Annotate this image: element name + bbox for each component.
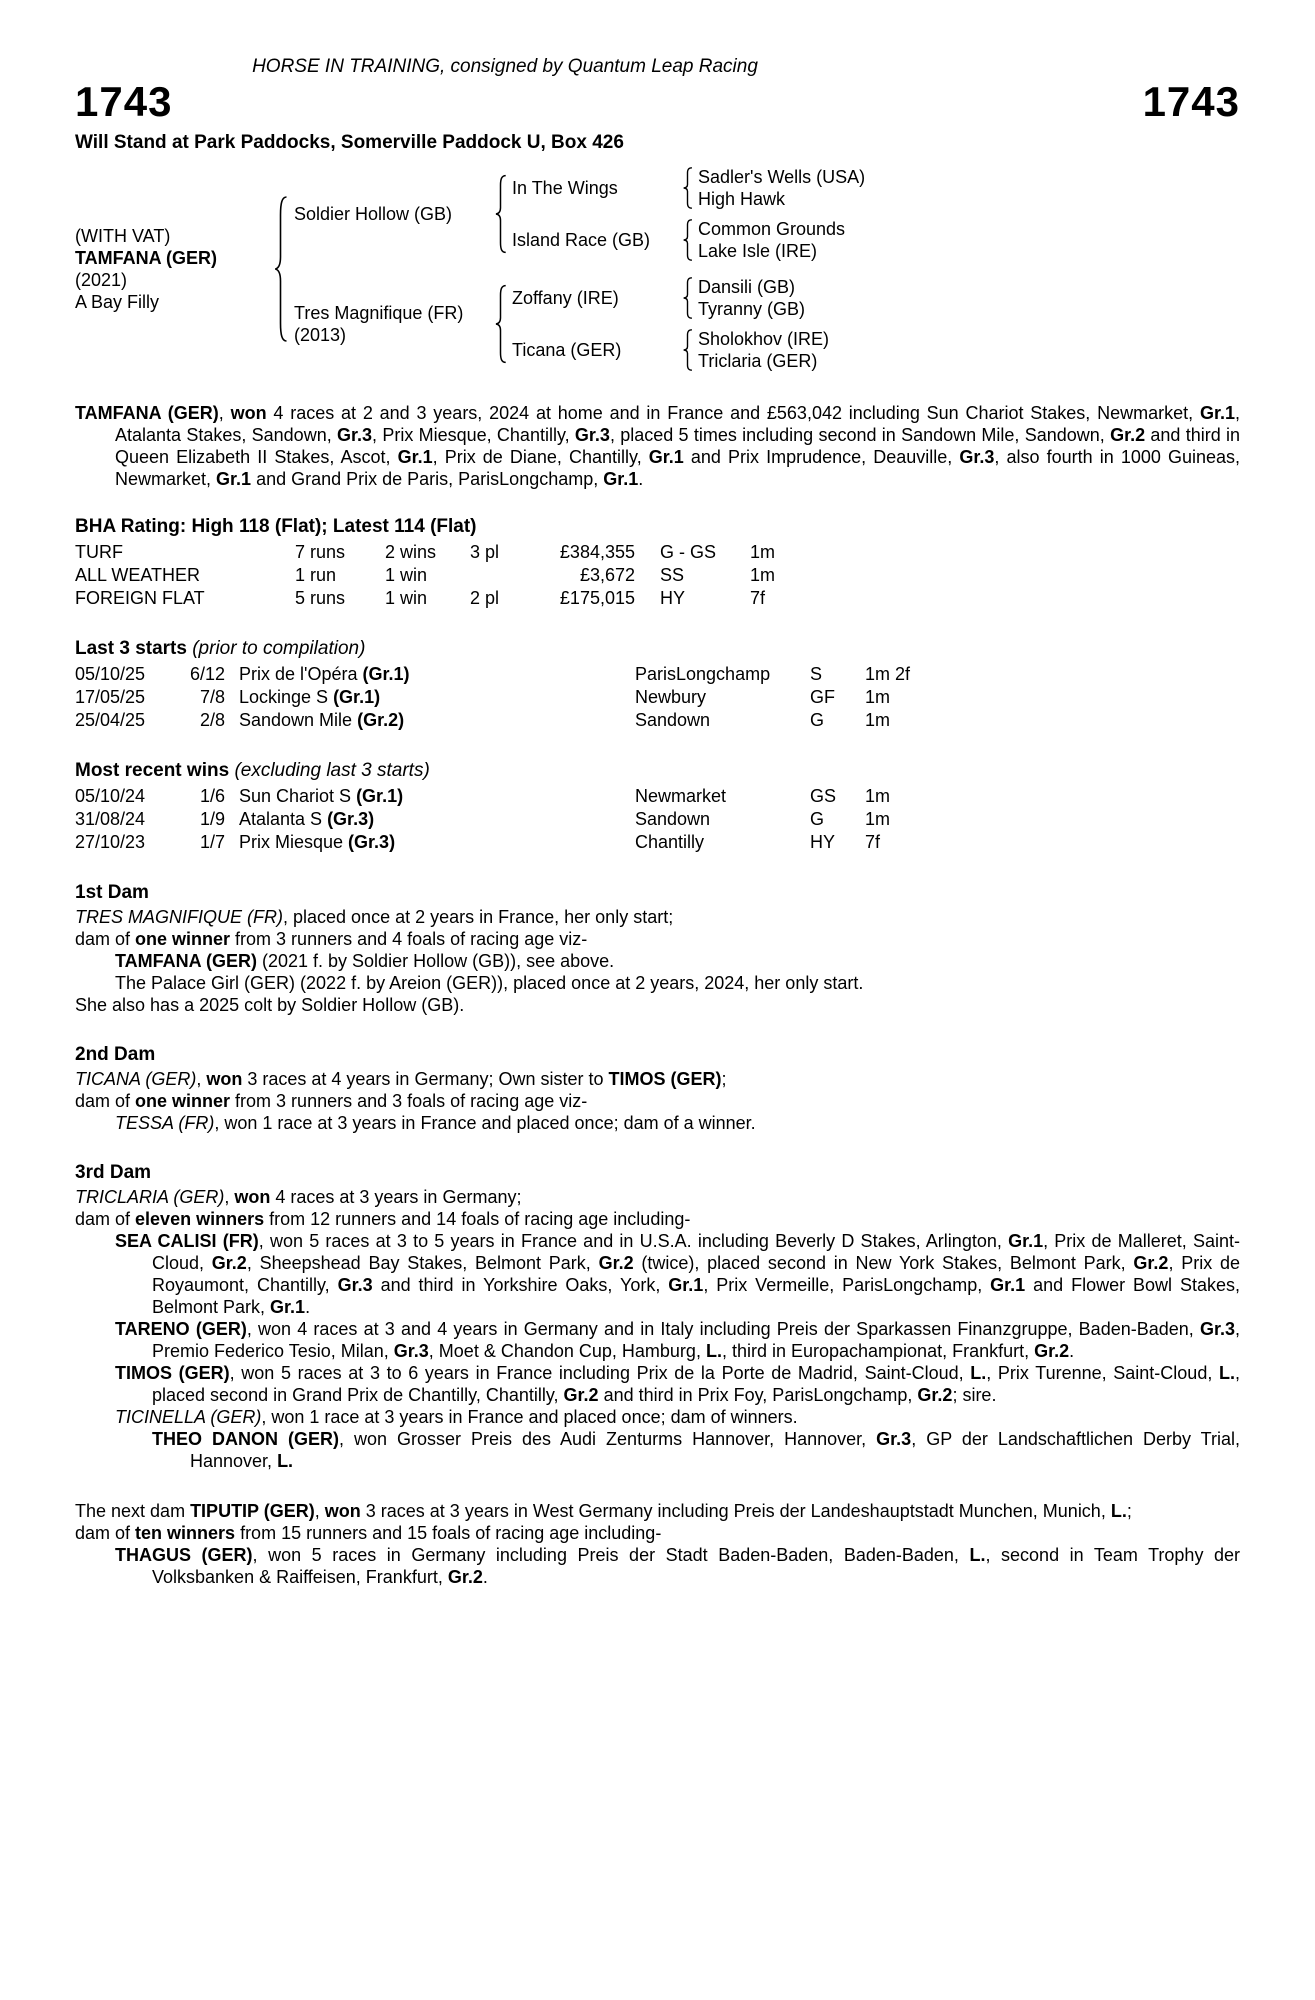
record-earnings: £3,672 xyxy=(579,565,635,586)
win-course: Chantilly xyxy=(635,832,705,853)
start-going: S xyxy=(810,664,823,685)
dam3-grandproduce-entry: THEO DANON (GER), won Grosser Preis des Audi Zenturms Hannover, Hannover, Gr.3, GP der Landschaftlichen Derby Trial, Hannover, L. xyxy=(152,1429,1240,1472)
start-gap xyxy=(225,709,239,732)
win-date: 31/08/24 xyxy=(75,809,146,830)
start-position: 7/8 xyxy=(199,687,225,708)
pedigree-brace-gen3 xyxy=(682,329,693,371)
win-race-name: Prix Miesque xyxy=(239,832,349,853)
record-surface: ALL WEATHER xyxy=(75,565,201,586)
win-row xyxy=(75,808,1240,831)
start-distance: 1m xyxy=(865,710,891,731)
next-dam-paragraph: dam of ten winners from 15 runners and 15 foals of racing age including- xyxy=(75,1523,662,1544)
start-race-name: Sandown Mile xyxy=(239,710,358,731)
start-position: 6/12 xyxy=(189,664,225,685)
recent-wins-title-text: Most recent wins xyxy=(75,760,230,782)
consignor-line: HORSE IN TRAINING, consigned by Quantum Leap Racing xyxy=(252,56,758,77)
record-earnings: £384,355 xyxy=(559,542,635,563)
win-gap xyxy=(225,785,239,808)
gen2-dam-name xyxy=(294,302,494,346)
dam3-produce-entry: TIMOS (GER), won 5 races at 3 to 6 years in France including Prix de la Porte de Madrid, Saint-Cloud, L., Prix Turenne, Saint-Cloud, L., placed second in Grand Prix de Chantilly, Chantilly, Gr.2 and third in Prix Foy, ParisLongchamp, Gr.2; sire. xyxy=(115,1363,1240,1406)
dam3-paragraph: TRICLARIA (GER), won 4 races at 3 years in Germany; xyxy=(75,1187,522,1208)
win-gap xyxy=(225,808,239,831)
record-places: 3 pl xyxy=(470,542,500,563)
win-gap xyxy=(225,831,239,854)
gen3-column xyxy=(512,166,865,262)
gen4-name: High Hawk xyxy=(698,189,786,210)
start-race-name: Prix de l'Opéra xyxy=(239,664,363,685)
last-starts-title xyxy=(75,638,1240,660)
record-row xyxy=(75,541,1240,564)
record-row xyxy=(75,587,1240,610)
gen2-sire-block xyxy=(294,166,865,262)
dam1-produce-entry: TAMFANA (GER) (2021 f. by Soldier Hollow (GB)), see above. xyxy=(115,951,615,972)
start-row xyxy=(75,709,1240,732)
bha-rating-line: BHA Rating: High 118 (Flat); Latest 114 (Flat) xyxy=(75,516,477,538)
gen3-column xyxy=(512,276,829,372)
record-runs: 1 run xyxy=(295,565,337,586)
start-distance: 1m 2f xyxy=(865,664,911,685)
record-places: 2 pl xyxy=(470,588,500,609)
win-going: HY xyxy=(810,832,836,853)
win-going: G xyxy=(810,809,825,830)
start-row xyxy=(75,686,1240,709)
gen4-pair xyxy=(698,328,829,372)
vat-note: (WITH VAT) xyxy=(75,226,171,247)
start-distance: 1m xyxy=(865,687,891,708)
dam2-produce-entry: TESSA (FR), won 1 race at 3 years in France and placed once; dam of a winner. xyxy=(115,1113,756,1134)
record-spacer xyxy=(635,541,660,564)
start-course: Sandown xyxy=(635,710,711,731)
dam1-produce-entry: The Palace Girl (GER) (2022 f. by Areion (GER)), placed once at 2 years, 2024, her only start. xyxy=(115,973,864,994)
record-row xyxy=(75,564,1240,587)
subject-year: (2021) xyxy=(75,270,128,291)
pedigree-subject xyxy=(75,225,273,313)
start-going: GF xyxy=(810,687,835,708)
pedigree-brace-gen3 xyxy=(682,167,693,209)
pedigree-brace-gen2 xyxy=(494,174,507,254)
start-going: G xyxy=(810,710,825,731)
gen4-name: Dansili (GB) xyxy=(698,277,796,298)
start-race xyxy=(239,709,635,732)
recent-wins-subtitle: (excluding last 3 starts) xyxy=(234,760,430,782)
lot-number-right: 1743 xyxy=(1142,78,1240,125)
stand-location-line: Will Stand at Park Paddocks, Somerville Paddock U, Box 426 xyxy=(75,132,624,154)
gen2-sire-name: Soldier Hollow (GB) xyxy=(294,204,453,225)
dam1-paragraph: TRES MAGNIFIQUE (FR), placed once at 2 years in France, her only start; xyxy=(75,907,674,928)
pedigree-brace-gen1 xyxy=(273,194,288,344)
gen3-block xyxy=(512,328,829,372)
win-distance: 1m xyxy=(865,809,891,830)
win-race-grade: (Gr.1) xyxy=(356,786,404,807)
win-distance: 7f xyxy=(865,832,881,853)
gen2-dam-name-line: Tres Magnifique (FR) xyxy=(294,303,464,324)
gen4-name: Sholokhov (IRE) xyxy=(698,329,830,350)
gen4-pair xyxy=(698,218,845,262)
gen4-name: Sadler's Wells (USA) xyxy=(698,167,866,188)
lot-number-left: 1743 xyxy=(75,78,173,125)
gen4-name: Triclaria (GER) xyxy=(698,351,818,372)
record-wins: 1 win xyxy=(385,588,428,609)
win-race xyxy=(239,785,635,808)
record-surface: TURF xyxy=(75,542,123,563)
dam1-paragraph: dam of one winner from 3 runners and 4 foals of racing age viz- xyxy=(75,929,588,950)
subject-description: A Bay Filly xyxy=(75,292,160,313)
win-race xyxy=(239,808,635,831)
gen2-dam-block xyxy=(294,276,865,372)
start-gap xyxy=(225,686,239,709)
win-distance: 1m xyxy=(865,786,891,807)
race-summary-paragraph: TAMFANA (GER), won 4 races at 2 and 3 years, 2024 at home and in France and £563,042 including Sun Chariot Stakes, Newmarket, Gr.1, Atalanta Stakes, Sandown, Gr.3, Prix Miesque, Chantilly, Gr.3, placed 5 times including second in Sandown Mile, Sandown, Gr.2 and third in Queen Elizabeth II Stakes, Ascot, Gr.1, Prix de Diane, Chantilly, Gr.1 and Prix Imprudence, Deauville, Gr.3, also fourth in 1000 Guineas, Newmarket, Gr.1 and Grand Prix de Paris, ParisLongchamp, Gr.1. xyxy=(75,403,1241,490)
win-row xyxy=(75,785,1240,808)
pedigree-brace-gen2 xyxy=(494,284,507,364)
win-race xyxy=(239,831,635,854)
start-position: 2/8 xyxy=(199,710,225,731)
last-starts-table xyxy=(75,663,1240,732)
gen4-pair xyxy=(698,276,805,320)
start-gap xyxy=(225,663,239,686)
gen3-name: Island Race (GB) xyxy=(512,230,651,251)
start-date: 17/05/25 xyxy=(75,687,146,708)
record-surface: FOREIGN FLAT xyxy=(75,588,205,609)
record-going: G - GS xyxy=(660,542,717,563)
win-position: 1/6 xyxy=(199,786,225,807)
start-course: Newbury xyxy=(635,687,707,708)
gen4-pair xyxy=(698,166,865,210)
dam3-produce-entry: TICINELLA (GER), won 1 race at 3 years in France and placed once; dam of winners. xyxy=(115,1407,798,1428)
win-position: 1/9 xyxy=(199,809,225,830)
next-dam-paragraph: The next dam TIPUTIP (GER), won 3 races at 3 years in West Germany including Preis der Landeshauptstadt Munchen, Munich, L.; xyxy=(75,1501,1132,1522)
record-spacer xyxy=(635,587,660,610)
start-race xyxy=(239,663,635,686)
next-dam-section xyxy=(75,1500,1240,1588)
win-course: Newmarket xyxy=(635,786,727,807)
record-earnings: £175,015 xyxy=(559,588,635,609)
gen4-name: Common Grounds xyxy=(698,219,846,240)
dam3-produce-entry: SEA CALISI (FR), won 5 races at 3 to 5 years in France and in U.S.A. including Beverly D Stakes, Arlington, Gr.1, Prix de Malleret, Saint-Cloud, Gr.2, Sheepshead Bay Stakes, Belmont Park, Gr.2 (twice), placed second in New York Stakes, Belmont Park, Gr.2, Prix de Royaumont, Chantilly, Gr.3 and third in Yorkshire Oaks, York, Gr.1, Prix Vermeille, ParisLongchamp, Gr.1 and Flower Bowl Stakes, Belmont Park, Gr.1. xyxy=(115,1231,1240,1318)
record-runs: 7 runs xyxy=(295,542,346,563)
pedigree-brace-gen3 xyxy=(682,277,693,319)
dam2-paragraph: dam of one winner from 3 runners and 3 foals of racing age viz- xyxy=(75,1091,588,1112)
record-distance: 1m xyxy=(750,565,776,586)
gen3-name: Ticana (GER) xyxy=(512,340,622,361)
gen4-name: Lake Isle (IRE) xyxy=(698,241,818,262)
record-spacer xyxy=(635,564,660,587)
next-dam-produce-entry: THAGUS (GER), won 5 races in Germany including Preis der Stadt Baden-Baden, Baden-Baden, L., second in Team Trophy der Volksbanken & Raiffeisen, Frankfurt, Gr.2. xyxy=(115,1545,1241,1588)
record-going: SS xyxy=(660,565,685,586)
pedigree-brace-gen3 xyxy=(682,219,693,261)
record-wins: 1 win xyxy=(385,565,428,586)
win-position: 1/7 xyxy=(199,832,225,853)
gen4-name: Tyranny (GB) xyxy=(698,299,806,320)
recent-wins-table xyxy=(75,785,1240,854)
gen3-block xyxy=(512,276,829,320)
record-distance: 7f xyxy=(750,588,766,609)
record-runs: 5 runs xyxy=(295,588,346,609)
win-race-grade: (Gr.3) xyxy=(348,832,396,853)
win-row xyxy=(75,831,1240,854)
start-row xyxy=(75,663,1240,686)
dam2-paragraph: TICANA (GER), won 3 races at 4 years in Germany; Own sister to TIMOS (GER); xyxy=(75,1069,727,1090)
start-date: 25/04/25 xyxy=(75,710,146,731)
lot-number-row xyxy=(75,80,1240,124)
record-distance: 1m xyxy=(750,542,776,563)
win-race-grade: (Gr.3) xyxy=(327,809,375,830)
gen3-block xyxy=(512,218,865,262)
last-starts-subtitle: (prior to compilation) xyxy=(192,638,366,660)
gen3-name: Zoffany (IRE) xyxy=(512,288,619,309)
dam1-paragraph: She also has a 2025 colt by Soldier Hollow (GB). xyxy=(75,995,465,1016)
start-race-grade: (Gr.2) xyxy=(357,710,405,731)
race-record-table xyxy=(75,541,1240,610)
win-race-name: Sun Chariot S xyxy=(239,786,357,807)
start-race-name: Lockinge S xyxy=(239,687,334,708)
recent-wins-title xyxy=(75,760,1240,782)
win-date: 27/10/23 xyxy=(75,832,146,853)
dam2-heading: 2nd Dam xyxy=(75,1044,156,1066)
gen2-dam-year: (2013) xyxy=(294,325,347,346)
pedigree-table xyxy=(75,166,1240,372)
start-date: 05/10/25 xyxy=(75,664,146,685)
record-going: HY xyxy=(660,588,686,609)
win-going: GS xyxy=(810,786,837,807)
record-places xyxy=(470,564,550,587)
gen3-block xyxy=(512,166,865,210)
record-wins: 2 wins xyxy=(385,542,437,563)
dam3-heading: 3rd Dam xyxy=(75,1162,152,1184)
dam3-produce-entry: TARENO (GER), won 4 races at 3 and 4 years in Germany and in Italy including Preis der Sparkassen Finanzgruppe, Baden-Baden, Gr.3, Premio Federico Tesio, Milan, Gr.3, Moet & Chandon Cup, Hamburg, L., third in Europachampionat, Frankfurt, Gr.2. xyxy=(115,1319,1240,1362)
consignor-line-wrap xyxy=(75,56,935,78)
start-race-grade: (Gr.1) xyxy=(362,664,410,685)
dam3-paragraph: dam of eleven winners from 12 runners and 14 foals of racing age including- xyxy=(75,1209,691,1230)
pedigree-gen2-column xyxy=(294,166,865,372)
win-date: 05/10/24 xyxy=(75,786,146,807)
start-course: ParisLongchamp xyxy=(635,664,771,685)
start-race-grade: (Gr.1) xyxy=(333,687,381,708)
win-race-name: Atalanta S xyxy=(239,809,328,830)
win-course: Sandown xyxy=(635,809,711,830)
last-starts-title-text: Last 3 starts xyxy=(75,638,187,660)
subject-name: TAMFANA (GER) xyxy=(75,248,217,269)
dam1-heading: 1st Dam xyxy=(75,882,149,904)
gen3-name: In The Wings xyxy=(512,178,618,199)
start-race xyxy=(239,686,635,709)
